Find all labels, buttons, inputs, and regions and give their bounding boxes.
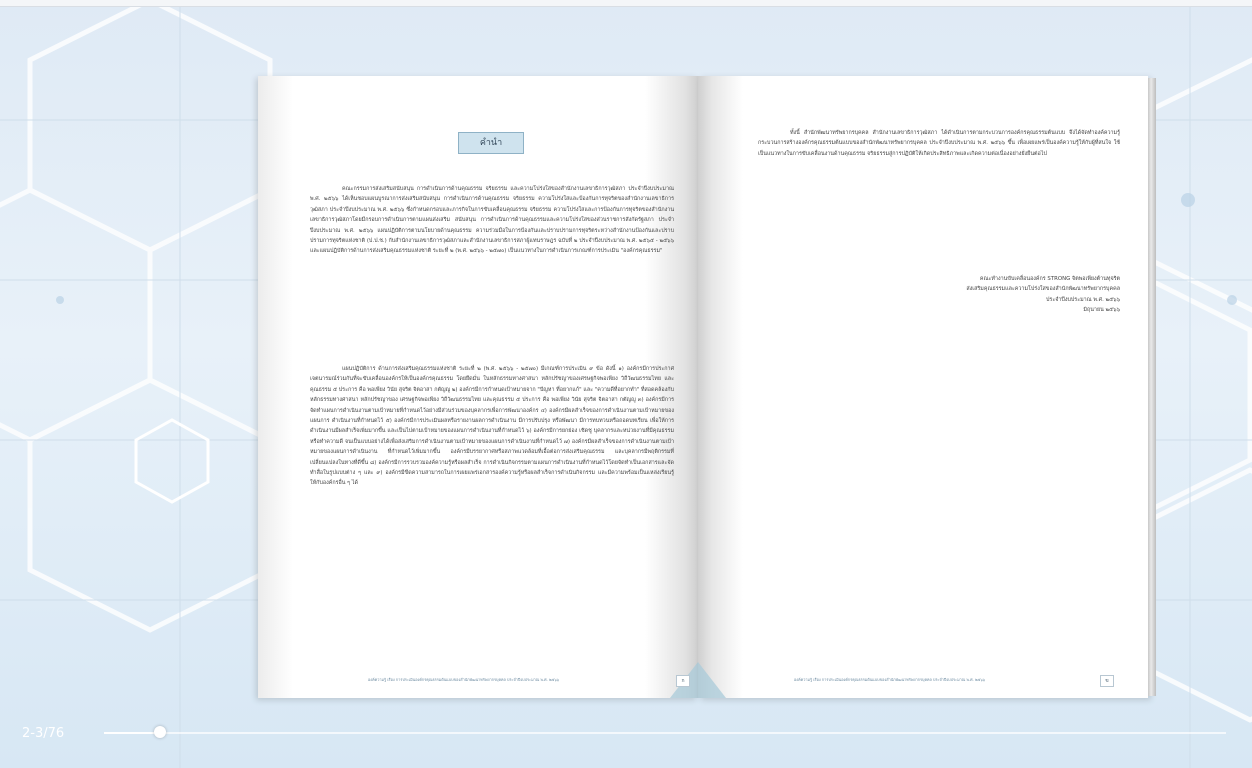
viewer-top-strip xyxy=(0,0,1252,7)
paragraph: แผนปฏิบัติการ ด้านการส่งเสริมคุณธรรมแห่งชาติ ระยะที่ ๒ (พ.ศ. ๒๕๖๖ - ๒๕๗๐) มีเกณฑ์การประเมิน ๙ ข้อ ดังนี้ ๑) องค์กรมีการประกาศเจตนารมณ์ร่วมกันที่จะขับเคลื่อนองค์กรให้เป็นองค์กรคุณธรรม โดยยึดมั่น ในหลักธรรมทางศาสนา หลักปรัชญาของเศรษฐกิจพอเพียง วิถีวัฒนธรรมไทย และคุณธรรม ๕ ประการ คือ พอเพียง วินัย สุจริต จิตอาสา กตัญญู ๒) องค์กรมีการกำหนดเป้าหมายจาก "ปัญหา ที่อยากแก้" และ "ความดีที่อยากทำ" ที่สอดคล้องกับหลักธรรมทางศาสนา หลักปรัชญาของ เศรษฐกิจพอเพียง วิถีวัฒนธรรมไทย และคุณธรรม ๕ ประการ คือ พอเพียง วินัย สุจริต จิตอาสา กตัญญู ๓) องค์กรมีการจัดทำแผนการดำเนินงานตามเป้าหมายที่กำหนดไว้อย่างมีส่วนร่วมของบุคลากรเพื่อการพัฒนาองค์กร ๔) องค์กรมีผลสำเร็จของการดำเนินงานตามเป้าหมายของแผนการ ดำเนินงานที่กำหนดไว้ ๕) องค์กรมีการประเมินผลหรือรายงานผลการดำเนินงาน มีการปรับปรุง หรือพัฒนา มีการทบทวนหรือถอดบทเรียน เพื่อให้การดำเนินงานมีผลสำเร็จเพิ่มมากขึ้น และเป็นไปตามเป้าหมายของแผนการดำเนินงานที่กำหนดไว้ ๖) องค์กรมีการยกย่อง เชิดชู บุคลากรและหน่วยงานที่มีคุณธรรม หรือทำความดี จนเป็นแบบอย่างได้เพื่อส่งเสริมการดำเนินงานตามเป้าหมายของแผนการดำเนินงานที่กำหนดไว้ ๗) องค์กรมีผลสำเร็จของการดำเนินงานตามเป้าหมายของแผนการดำเนินงาน ที่กำหนดไว้เพิ่มมากขึ้น องค์กรมีบรรยากาศหรือสภาพแวดล้อมที่เอื้อต่อการส่งเสริมคุณธรรม และบุคลากรมีพฤติกรรมที่เปลี่ยนแปลงในทางที่ดีขึ้น ๘) องค์กรมีการรวบรวมองค์ความรู้หรือผลสำเร็จ การดำเนินกิจกรรมตามแผนการดำเนินงานที่กำหนดไว้โดยจัดทำเป็นเอกสารและจัดทำสื่อในรูปแบบต่าง ๆ และ ๙) องค์กรมีขีดความสามารถในการเผยแพร่เอกสารองค์ความรู้หรือผลสำเร็จการดำเนินกิจกรรม และมีความพร้อมเป็นแหล่งเรียนรู้ให้กับองค์กรอื่น ๆ ได้ xyxy=(310,366,674,487)
page-slider-handle[interactable] xyxy=(154,726,166,738)
page-indicator: 2-3/76 xyxy=(22,726,65,741)
flipbook[interactable] xyxy=(258,76,1156,698)
paragraph: ทั้งนี้ สำนักพัฒนาทรัพยากรบุคคล สำนักงานเลขาธิการวุฒิสภา ได้ดำเนินการตามกระบวนการองค์กรคุณธรรมต้นแบบ จึงได้จัดทำองค์ความรู้กระบวนการสร้างองค์กรคุณธรรมต้นแบบของสำนักพัฒนาทรัพยากรบุคคล ประจำปีงบประมาณ พ.ศ. ๒๕๖๖ ขึ้น เพื่อเผยแพร่เป็นองค์ความรู้ให้กับผู้ที่สนใจ ใช้เป็นแนวทางในการขับเคลื่อนงานด้านคุณธรรม จริยธรรมสู่การปฏิบัติให้เกิดประสิทธิภาพและเกิดความต่อเนื่องอย่างยั่งยืนต่อไป xyxy=(758,130,1120,157)
signature-line: คณะทำงานขับเคลื่อนองค์กร STRONG จิตพอเพียงต้านทุจริต xyxy=(979,276,1120,282)
signature-block xyxy=(848,274,1120,316)
page-title: คำนำ xyxy=(458,132,524,154)
signature-line: ประจำปีงบประมาณ พ.ศ. ๒๕๖๖ xyxy=(1046,296,1120,303)
page-number: ข xyxy=(1100,675,1114,687)
right-page[interactable] xyxy=(698,76,1148,698)
signature-line: ส่งเสริมคุณธรรมและความโปร่งใสของสำนักพัฒนาทรัพยากรบุคคล xyxy=(966,286,1120,293)
page-number: ก xyxy=(676,675,690,687)
page-slider-track[interactable] xyxy=(104,732,1226,734)
page-footer: องค์ความรู้ เรื่อง การประเมินองค์กรคุณธรรมต้นแบบของสำนักพัฒนาทรัพยากรบุคคล ประจำปีงบประมาณ พ.ศ. ๒๕๖๖ xyxy=(794,677,986,682)
page-corner-decoration xyxy=(698,662,726,698)
paragraph: คณะกรรมการส่งเสริมสนับสนุน การดำเนินการด้านคุณธรรม จริยธรรม และความโปร่งใสของสำนักงานเลขาธิการวุฒิสภา ประจำปีงบประมาณ พ.ศ. ๒๕๖๖ ได้เห็นชอบแผนบูรณาการส่งเสริมสนับสนุน การดำเนินการด้านคุณธรรม จริยธรรม ความโปร่งใสและป้องกันการทุจริตของสำนักงานเลขาธิการวุฒิสภา ประจำปีงบประมาณ พ.ศ. ๒๕๖๖ ซึ่งกำหนดกรอบและภารกิจในการขับเคลื่อนคุณธรรม จริยธรรม ความโปร่งใสและการป้องกันการทุจริตของสำนักงานเลขาธิการวุฒิสภาโดยมีกรอบการดำเนินการตามแผนส่งเสริม สนับสนุน การดำเนินการด้านคุณธรรมและความโปร่งใสของส่วนราชการสังกัดรัฐสภา ประจำปีงบประมาณ พ.ศ. ๒๕๖๖ แผนปฏิบัติการตามนโยบายด้านคุณธรรม ความร่วมมือในการป้องกันและปราบปรามการทุจริตระหว่างสำนักงานป้องกันและปราบปรามการทุจริตแห่งชาติ (ป.ป.ช.) กับสำนักงานเลขาธิการวุฒิสภาและสำนักงานเลขาธิการสภาผู้แทนราษฎร ฉบับที่ ๒ ประจำปีงบประมาณ พ.ศ. ๒๕๖๕ - ๒๕๖๖ และแผนปฏิบัติการด้านการส่งเสริมคุณธรรมแห่งชาติ ระยะที่ ๒ (พ.ศ. ๒๕๖๖ - ๒๕๗๐) เป็นแนวทางในการดำเนินการเกณฑ์การประเมิน "องค์กรคุณธรรม" xyxy=(310,186,674,255)
page-stack-edge xyxy=(1148,78,1156,696)
page-footer: องค์ความรู้ เรื่อง การประเมินองค์กรคุณธรรมต้นแบบของสำนักพัฒนาทรัพยากรบุคคล ประจำปีงบประมาณ พ.ศ. ๒๕๖๖ xyxy=(368,677,560,682)
page-slider-progress xyxy=(104,732,160,734)
signature-line: มิถุนายน ๒๕๖๖ xyxy=(1083,307,1120,314)
left-page[interactable] xyxy=(258,76,698,698)
